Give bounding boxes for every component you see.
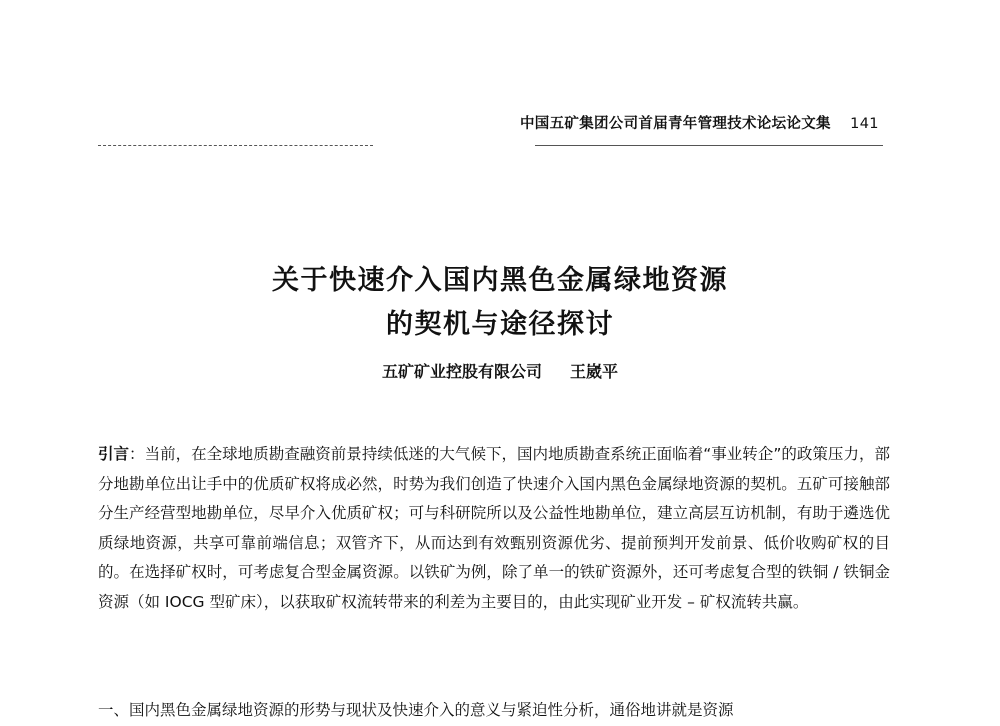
header-rule-left [98,145,373,146]
article-title-line2: 的契机与途径探讨 [386,309,614,340]
author-name: 王崴平 [570,362,619,381]
abstract-paragraph [98,440,890,617]
author-line [0,359,1000,382]
abstract-label: 引言 [98,445,130,463]
header-rule-right [535,145,883,146]
running-header [520,112,879,133]
page-number: 141 [850,116,879,132]
running-title: 中国五矿集团公司首届青年管理技术论坛论文集 [520,116,831,132]
body-text-partial: 一、国内黑色金属绿地资源的形势与现状及快速介入的意义与紧迫性分析，通俗地讲就是资源 [98,701,734,719]
abstract-text: ：当前，在全球地质勘查融资前景持续低迷的大气候下，国内地质勘查系统正面临着“事业转企”的政策压力，部分地勘单位出让手中的优质矿权将成必然，时势为我们创造了快速介入国内黑色金属绿地资源的契机。五矿可接触部分生产经营型地勘单位，尽早介入优质矿权；可与科研院所以及公益性地勘单位，建立高层互访机制，有助于遴选优质绿地资源，共享可靠前端信息；双管齐下，从而达到有效甄别资源优劣、提前预判开发前景、低价收购矿权的目的。在选择矿权时，可考虑复合型金属资源。以铁矿为例，除了单一的铁矿资源外，还可考虑复合型的铁铜 / 铁铜金资源（如 IOCG 型矿床），以获取矿权流转带来的利差为主要目的，由此实现矿业开发 – 矿权流转共赢。 [98,445,890,611]
affiliation: 五矿矿业控股有限公司 [381,362,542,381]
article-title-line1: 关于快速介入国内黑色金属绿地资源 [272,265,728,296]
